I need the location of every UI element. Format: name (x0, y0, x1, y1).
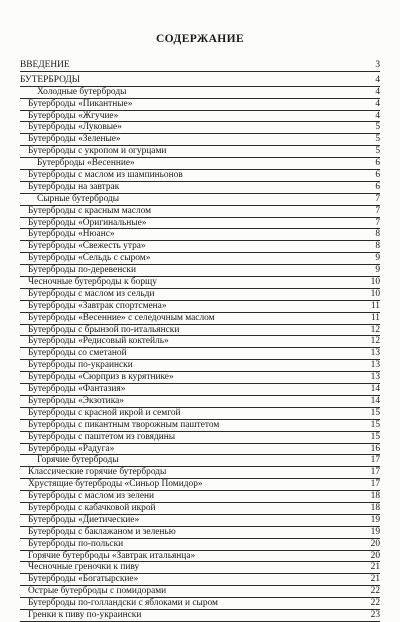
toc-entry-page: 8 (375, 229, 380, 240)
toc-entry (20, 206, 380, 218)
toc-entry-label: Бутерброды по-голландски с яблоками и сыром (28, 598, 218, 609)
toc-entry-page: 21 (370, 562, 380, 573)
toc-entry-page: 9 (375, 265, 380, 276)
toc-entry-label: Бутерброды «Весенние» (37, 158, 135, 169)
toc-entry (20, 432, 380, 444)
toc-entry-page: 5 (375, 146, 380, 157)
toc-entry-page: 17 (370, 467, 380, 478)
toc-entry-page: 4 (375, 98, 380, 109)
toc-entry-label: Бутерброды «Диетические» (28, 514, 140, 525)
toc-entry-page: 6 (375, 170, 380, 181)
toc-entry (20, 229, 380, 241)
toc-entry-page: 11 (370, 312, 380, 323)
toc-entry-page: 18 (370, 502, 380, 513)
toc-entry-page: 16 (370, 443, 380, 454)
toc-entry-label: Бутерброды с пикантным творожным паштетом (28, 419, 220, 430)
toc-entry (20, 289, 380, 301)
toc-entry-label: Бутерброды «Жгучие» (28, 110, 119, 121)
toc-entry (20, 60, 380, 72)
toc-entry-label: Бутерброды «Сюрприз в курятнике» (28, 372, 174, 383)
toc-entry-page: 18 (370, 491, 380, 502)
toc-entry-label: Бутерброды «Фантазия» (28, 384, 126, 395)
toc-entry (20, 253, 380, 265)
toc-entry-label: Бутерброды на завтрак (28, 181, 120, 192)
toc-entry-page: 7 (375, 217, 380, 228)
toc-entry-page: 20 (370, 550, 380, 561)
toc-entry (20, 218, 380, 230)
toc-entry-label: Бутерброды с красной икрой и семгой (28, 407, 181, 418)
toc-entry (20, 122, 380, 134)
toc-entry-label: Бутерброды с брынзой по-итальянски (28, 324, 180, 335)
toc-entry-label: Горячие бутерброды «Завтрак итальянца» (28, 550, 196, 561)
toc-entry (20, 396, 380, 408)
toc-entry-page: 10 (370, 288, 380, 299)
toc-entry-label: Бутерброды «Нюанс» (28, 229, 115, 240)
toc-entry (20, 527, 380, 539)
toc-entry-label: Бутерброды с баклажаном и зеленью (28, 526, 176, 537)
toc-entry (20, 348, 380, 360)
toc-entry-label: Бутерброды «Оригинальные» (28, 217, 147, 228)
toc-entry-label: Классические горячие бутерброды (28, 467, 167, 478)
toc-entry-page: 22 (370, 598, 380, 609)
toc-entry-label: Сырные бутерброды (37, 193, 120, 204)
toc-entry (20, 170, 380, 182)
toc-entry-label: Острые бутерброды с помидорами (28, 586, 167, 597)
toc-entry (20, 146, 380, 158)
toc-entry-page: 21 (370, 574, 380, 585)
toc-entry-page: 13 (370, 348, 380, 359)
toc-entry (20, 598, 380, 610)
toc-entry (20, 301, 380, 313)
toc-entry-label: Бутерброды «Завтрак спортсмена» (28, 300, 167, 311)
toc-entry-label: Бутерброды с маслом из шампиньонов (28, 170, 183, 181)
toc-entry-label: Чесночные греночки к пиву (28, 562, 140, 573)
toc-entry (20, 491, 380, 503)
toc-entry-page: 14 (370, 395, 380, 406)
toc-entry-label: Бутерброды по-польски (28, 538, 124, 549)
toc-entry-label: Бутерброды с маслом из сельди (28, 288, 155, 299)
toc-entry (20, 444, 380, 456)
toc-entry-page: 9 (375, 253, 380, 264)
toc-entry-page: 13 (370, 372, 380, 383)
toc-entry-label: Бутерброды по-деревенски (28, 265, 136, 276)
toc-entry-label: ВВЕДЕНИЕ (20, 60, 70, 70)
toc-entry-label: Бутерброды «Радуга» (28, 443, 115, 454)
toc-entry-page: 12 (370, 336, 380, 347)
toc-entry-label: Бутерброды «Редисовый коктейль» (28, 336, 169, 347)
toc-entry-page: 14 (370, 384, 380, 395)
toc-entry (20, 265, 380, 277)
toc-entry (20, 241, 380, 253)
toc-entry (20, 586, 380, 598)
toc-entry-label: Гренки к пиву по-украински (28, 609, 142, 620)
toc-entry (20, 503, 380, 515)
toc-entry-page: 7 (375, 205, 380, 216)
toc-list (20, 60, 380, 622)
toc-entry (20, 551, 380, 563)
toc-entry-page: 20 (370, 538, 380, 549)
toc-entry (20, 574, 380, 586)
toc-entry (20, 325, 380, 337)
toc-entry-label: Бутерброды «Луковые» (28, 122, 122, 133)
toc-entry-page: 5 (375, 134, 380, 145)
toc-entry (20, 313, 380, 325)
toc-entry (20, 610, 380, 622)
toc-entry-label: Холодные бутерброды (37, 86, 127, 97)
toc-entry-page: 13 (370, 360, 380, 371)
toc-entry-label: Бутерброды «Зеленые» (28, 134, 121, 145)
toc-entry-label: Бутерброды «Весенние» с селедочным маслом (28, 312, 215, 323)
toc-entry-label: Бутерброды «Пикантные» (28, 98, 133, 109)
toc-entry-page: 22 (370, 586, 380, 597)
toc-entry-label: Хрустящие бутерброды «Синьор Помидор» (28, 479, 203, 490)
toc-entry (20, 372, 380, 384)
toc-entry-label: Бутерброды со сметаной (28, 348, 127, 359)
toc-entry (20, 408, 380, 420)
toc-entry (20, 75, 380, 87)
toc-entry-page: 4 (375, 86, 380, 97)
toc-entry-label: Бутерброды с укропом и огурцами (28, 146, 167, 157)
toc-entry-page: 15 (370, 419, 380, 430)
toc-entry-label: Бутерброды с кабачковой икрой (28, 502, 156, 513)
toc-entry (20, 158, 380, 170)
toc-entry-label: Чесночные бутерброды к борщу (28, 277, 157, 288)
toc-entry (20, 277, 380, 289)
toc-entry-page: 10 (370, 277, 380, 288)
toc-entry (20, 384, 380, 396)
toc-entry-label: Бутерброды по-украински (28, 360, 133, 371)
toc-entry-page: 5 (375, 122, 380, 133)
toc-entry (20, 515, 380, 527)
toc-entry (20, 87, 380, 99)
toc-entry-page: 7 (375, 193, 380, 204)
toc-entry-page: 11 (370, 300, 380, 311)
toc-entry (20, 539, 380, 551)
toc-entry (20, 134, 380, 146)
toc-entry (20, 99, 380, 111)
toc-entry (20, 336, 380, 348)
toc-entry-label: Бутерброды с маслом из зелени (28, 491, 155, 502)
toc-entry-label: БУТЕРБРОДЫ (20, 74, 80, 85)
toc-entry-page: 15 (370, 431, 380, 442)
toc-entry-page: 3 (375, 60, 380, 70)
toc-entry-page: 6 (375, 158, 380, 169)
toc-entry (20, 360, 380, 372)
page-title: СОДЕРЖАНИЕ (155, 33, 245, 45)
toc-entry-label: Бутерброды «Сельдь с сыром» (28, 253, 151, 264)
toc-entry-page: 12 (370, 324, 380, 335)
toc-entry-label: Горячие бутерброды (37, 455, 119, 466)
toc-entry (20, 467, 380, 479)
toc-entry-label: Бутерброды с красным маслом (28, 205, 152, 216)
toc-entry (20, 455, 380, 467)
toc-entry-page: 4 (375, 110, 380, 121)
toc-entry-label: Бутерброды с паштетом из говядины (28, 431, 176, 442)
toc-entry-page: 23 (370, 609, 380, 620)
toc-entry-page: 4 (375, 74, 380, 85)
toc-entry-page: 6 (375, 181, 380, 192)
toc-entry (20, 194, 380, 206)
toc-entry-label: Бутерброды «Свежесть утра» (28, 241, 146, 252)
toc-entry (20, 182, 380, 194)
toc-entry-page: 19 (370, 514, 380, 525)
toc-entry (20, 479, 380, 491)
toc-entry (20, 420, 380, 432)
toc-entry-page: 19 (370, 526, 380, 537)
toc-entry-page: 17 (370, 479, 380, 490)
toc-entry-page: 17 (370, 455, 380, 466)
toc-entry-page: 15 (370, 407, 380, 418)
toc-entry-page: 8 (375, 241, 380, 252)
toc-entry (20, 562, 380, 574)
toc-entry-label: Бутерброды «Богатырские» (28, 574, 139, 585)
toc-entry (20, 111, 380, 123)
toc-entry-label: Бутерброды «Экзотика» (28, 395, 124, 406)
